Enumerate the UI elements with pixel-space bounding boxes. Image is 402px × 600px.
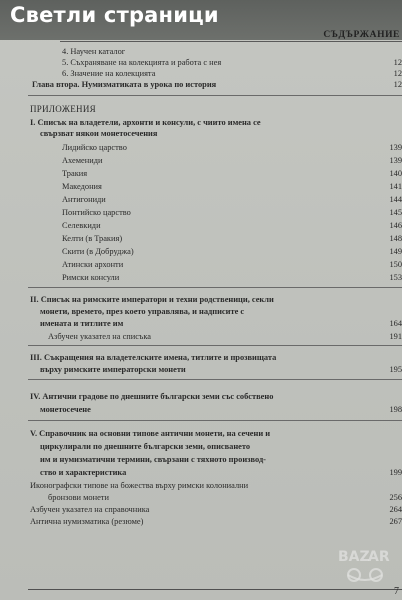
chapter-two-entry: Глава втора. Нумизматиката в урока по история: [32, 80, 217, 89]
toc-page-number: 141: [389, 182, 402, 191]
toc-page-number: 153: [389, 273, 402, 282]
footer-rule: [28, 589, 402, 590]
divider: [28, 379, 402, 380]
toc-page-number: 139: [389, 156, 402, 165]
divider: [28, 345, 402, 346]
bazar-watermark-logo: [336, 545, 394, 587]
toc-entry: Азбучен указател на справочника: [30, 505, 150, 514]
divider: [28, 95, 402, 96]
svg-text:AR: AR: [368, 549, 390, 565]
toc-entry: Римски консули: [62, 273, 120, 282]
section5-heading: ство и характеристика: [40, 468, 127, 477]
divider: [28, 287, 402, 288]
toc-page-number: 191: [389, 332, 402, 341]
toc-page-number: 139: [389, 143, 402, 152]
toc-page-number: 195: [389, 365, 402, 374]
toc-page-number: 144: [389, 195, 402, 204]
toc-page-number: 12: [393, 69, 402, 78]
svg-text:BAZ: BAZ: [338, 549, 370, 565]
toc-entry: Антигониди: [62, 195, 106, 204]
toc-page-number: 264: [389, 505, 402, 514]
toc-entry: Антична нумизматика (резюме): [30, 517, 144, 526]
section5-heading: им и нумизматични термини, свързани с тяхното производ-: [40, 455, 266, 464]
toc-entry: 4. Научен каталог: [62, 47, 126, 56]
toc-page-number: 145: [389, 208, 402, 217]
toc-entry: Келти (в Тракия): [62, 234, 123, 243]
toc-page-number: 199: [389, 468, 402, 477]
toc-page-number: 148: [389, 234, 402, 243]
section1-heading: свързват някои монетосечения: [40, 129, 158, 138]
toc-entry: Атински архонти: [62, 260, 124, 269]
page-number: 7: [394, 586, 399, 597]
section3-heading: III. Съкращения на владетелските имена, титлите и прозвищата: [30, 353, 277, 362]
toc-entry: Скити (в Добруджа): [62, 247, 134, 256]
section1-heading: I. Списък на владетели, архонти и консули, с чиито имена се: [30, 118, 261, 127]
section2-heading: монети, времето, през което управлява, и надписите с: [40, 307, 245, 316]
section2-heading: II. Списък на римските императори и техни родственици, секли: [30, 295, 274, 304]
toc-entry: Тракия: [62, 169, 88, 178]
toc-entry: Понтийско царство: [62, 208, 131, 217]
toc-page-number: 149: [389, 247, 402, 256]
section4-heading: монетосечене: [40, 405, 91, 414]
toc-page-number: 12: [393, 58, 402, 67]
toc-page-number: 12: [393, 80, 402, 89]
running-head: СЪДЪРЖАНИЕ: [323, 30, 400, 40]
section5-heading: V. Справочник на основни типове антични монети, на сечени и: [30, 429, 271, 438]
toc-page-number: 146: [389, 221, 402, 230]
toc-entry: Македония: [62, 182, 102, 191]
toc-entry: Иконографски типове на божества върху римски колониални: [30, 481, 249, 490]
toc-page-number: 140: [389, 169, 402, 178]
appendix-label: ПРИЛОЖЕНИЯ: [30, 104, 96, 114]
toc-entry: Селевкиди: [62, 221, 101, 230]
head-rule: [60, 41, 402, 42]
toc-entry: бронзови монети: [48, 493, 109, 502]
section5-heading: циркулирали по днешните български земи, описването: [40, 442, 251, 451]
banner-title: Светли страници: [10, 3, 219, 27]
toc-page-number: 198: [389, 405, 402, 414]
divider: [28, 420, 402, 421]
toc-page-number: 256: [389, 493, 402, 502]
toc-entry: Азбучен указател на списъка: [48, 332, 151, 341]
toc-entry: 6. Значение на колекцията: [62, 69, 156, 78]
section2-heading: имената и титлите им: [40, 319, 124, 328]
toc-entry: 5. Съхраняване на колекцията и работа с нея: [62, 58, 222, 67]
toc-page-number: 267: [389, 517, 402, 526]
section4-heading: IV. Антични градове по днешните български земи със собствено: [30, 392, 274, 401]
section3-heading: върху римските императорски монети: [40, 365, 186, 374]
toc-entry: Ахемениди: [62, 156, 103, 165]
toc-entry: Лидийско царство: [62, 143, 127, 152]
toc-page-number: 150: [389, 260, 402, 269]
toc-page-number: 164: [389, 319, 402, 328]
